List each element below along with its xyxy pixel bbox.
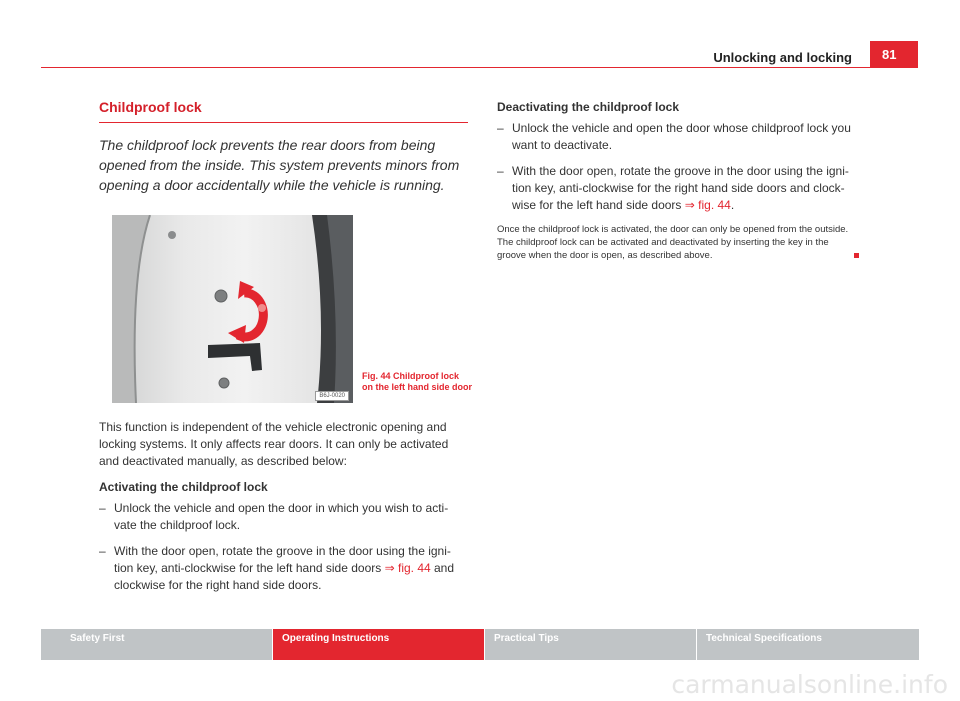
door-illustration [112, 215, 353, 403]
right-column [497, 99, 857, 262]
dash-bullet: – [99, 544, 106, 558]
step-text-after: . [730, 198, 735, 212]
dash-bullet: – [497, 121, 504, 135]
note-text: Once the childproof lock is activated, the door can only be opened from the outside. The childproof lock can be activated and deactivated by inserting the key in the groove when the door is open, as described above. [497, 224, 849, 261]
note [497, 223, 857, 262]
left-column [99, 99, 472, 594]
step-text: With the door open, rotate the groove in the door using the igni-tion key, anti-clockwise for the left hand side doors [114, 544, 451, 575]
step-text: Unlock the vehicle and open the door whose childproof lock you want to deactivate. [512, 121, 851, 152]
tab-practical-tips[interactable]: Practical Tips [485, 629, 696, 660]
section-title: Childproof lock [99, 99, 468, 123]
tab-safety-first[interactable]: Safety First [41, 629, 272, 660]
watermark: carmanualsonline.info [671, 670, 948, 699]
activating-title: Activating the childproof lock [99, 480, 268, 494]
page-number: 81 [870, 41, 918, 68]
tab-operating-instructions[interactable]: Operating Instructions [273, 629, 484, 660]
step-text-after: and clockwise for the right hand side doors. [114, 561, 455, 592]
section-end-marker [854, 253, 859, 258]
activating-step [99, 500, 468, 534]
figure-link[interactable]: ⇒ fig. 44 [384, 561, 431, 575]
tab-technical-specifications[interactable]: Technical Specifications [697, 629, 919, 660]
door-lock-photo [112, 215, 353, 403]
paragraph: This function is independent of the vehicle electronic opening and locking systems. It only affects rear doors. It can only be activated and deactivated manually, as described below: [99, 420, 449, 468]
dash-bullet: – [497, 164, 504, 178]
step-text: Unlock the vehicle and open the door in which you wish to acti-vate the childproof lock. [114, 501, 449, 532]
header-rule [41, 67, 870, 68]
deactivating-step [497, 163, 857, 214]
figure-link[interactable]: ⇒ fig. 44 [684, 198, 731, 212]
image-code: B6J-0020 [315, 391, 349, 401]
activating-step [99, 543, 468, 594]
intro-text: The childproof lock prevents the rear doors from being opened from the inside. This system prevents minors from opening a door accidentally while the vehicle is running. [99, 137, 460, 193]
dash-bullet: – [99, 501, 106, 515]
figure [99, 215, 472, 403]
running-header-title: Unlocking and locking [713, 50, 852, 65]
step-text: With the door open, rotate the groove in the door using the igni-tion key, anti-clockwise for the right hand side doors and clock-wise for the left hand side doors [512, 164, 849, 212]
deactivating-title: Deactivating the childproof lock [497, 100, 680, 114]
deactivating-step [497, 120, 857, 154]
figure-caption: Fig. 44 Childproof lock on the left hand side door [362, 371, 472, 392]
footer-nav [41, 629, 918, 660]
